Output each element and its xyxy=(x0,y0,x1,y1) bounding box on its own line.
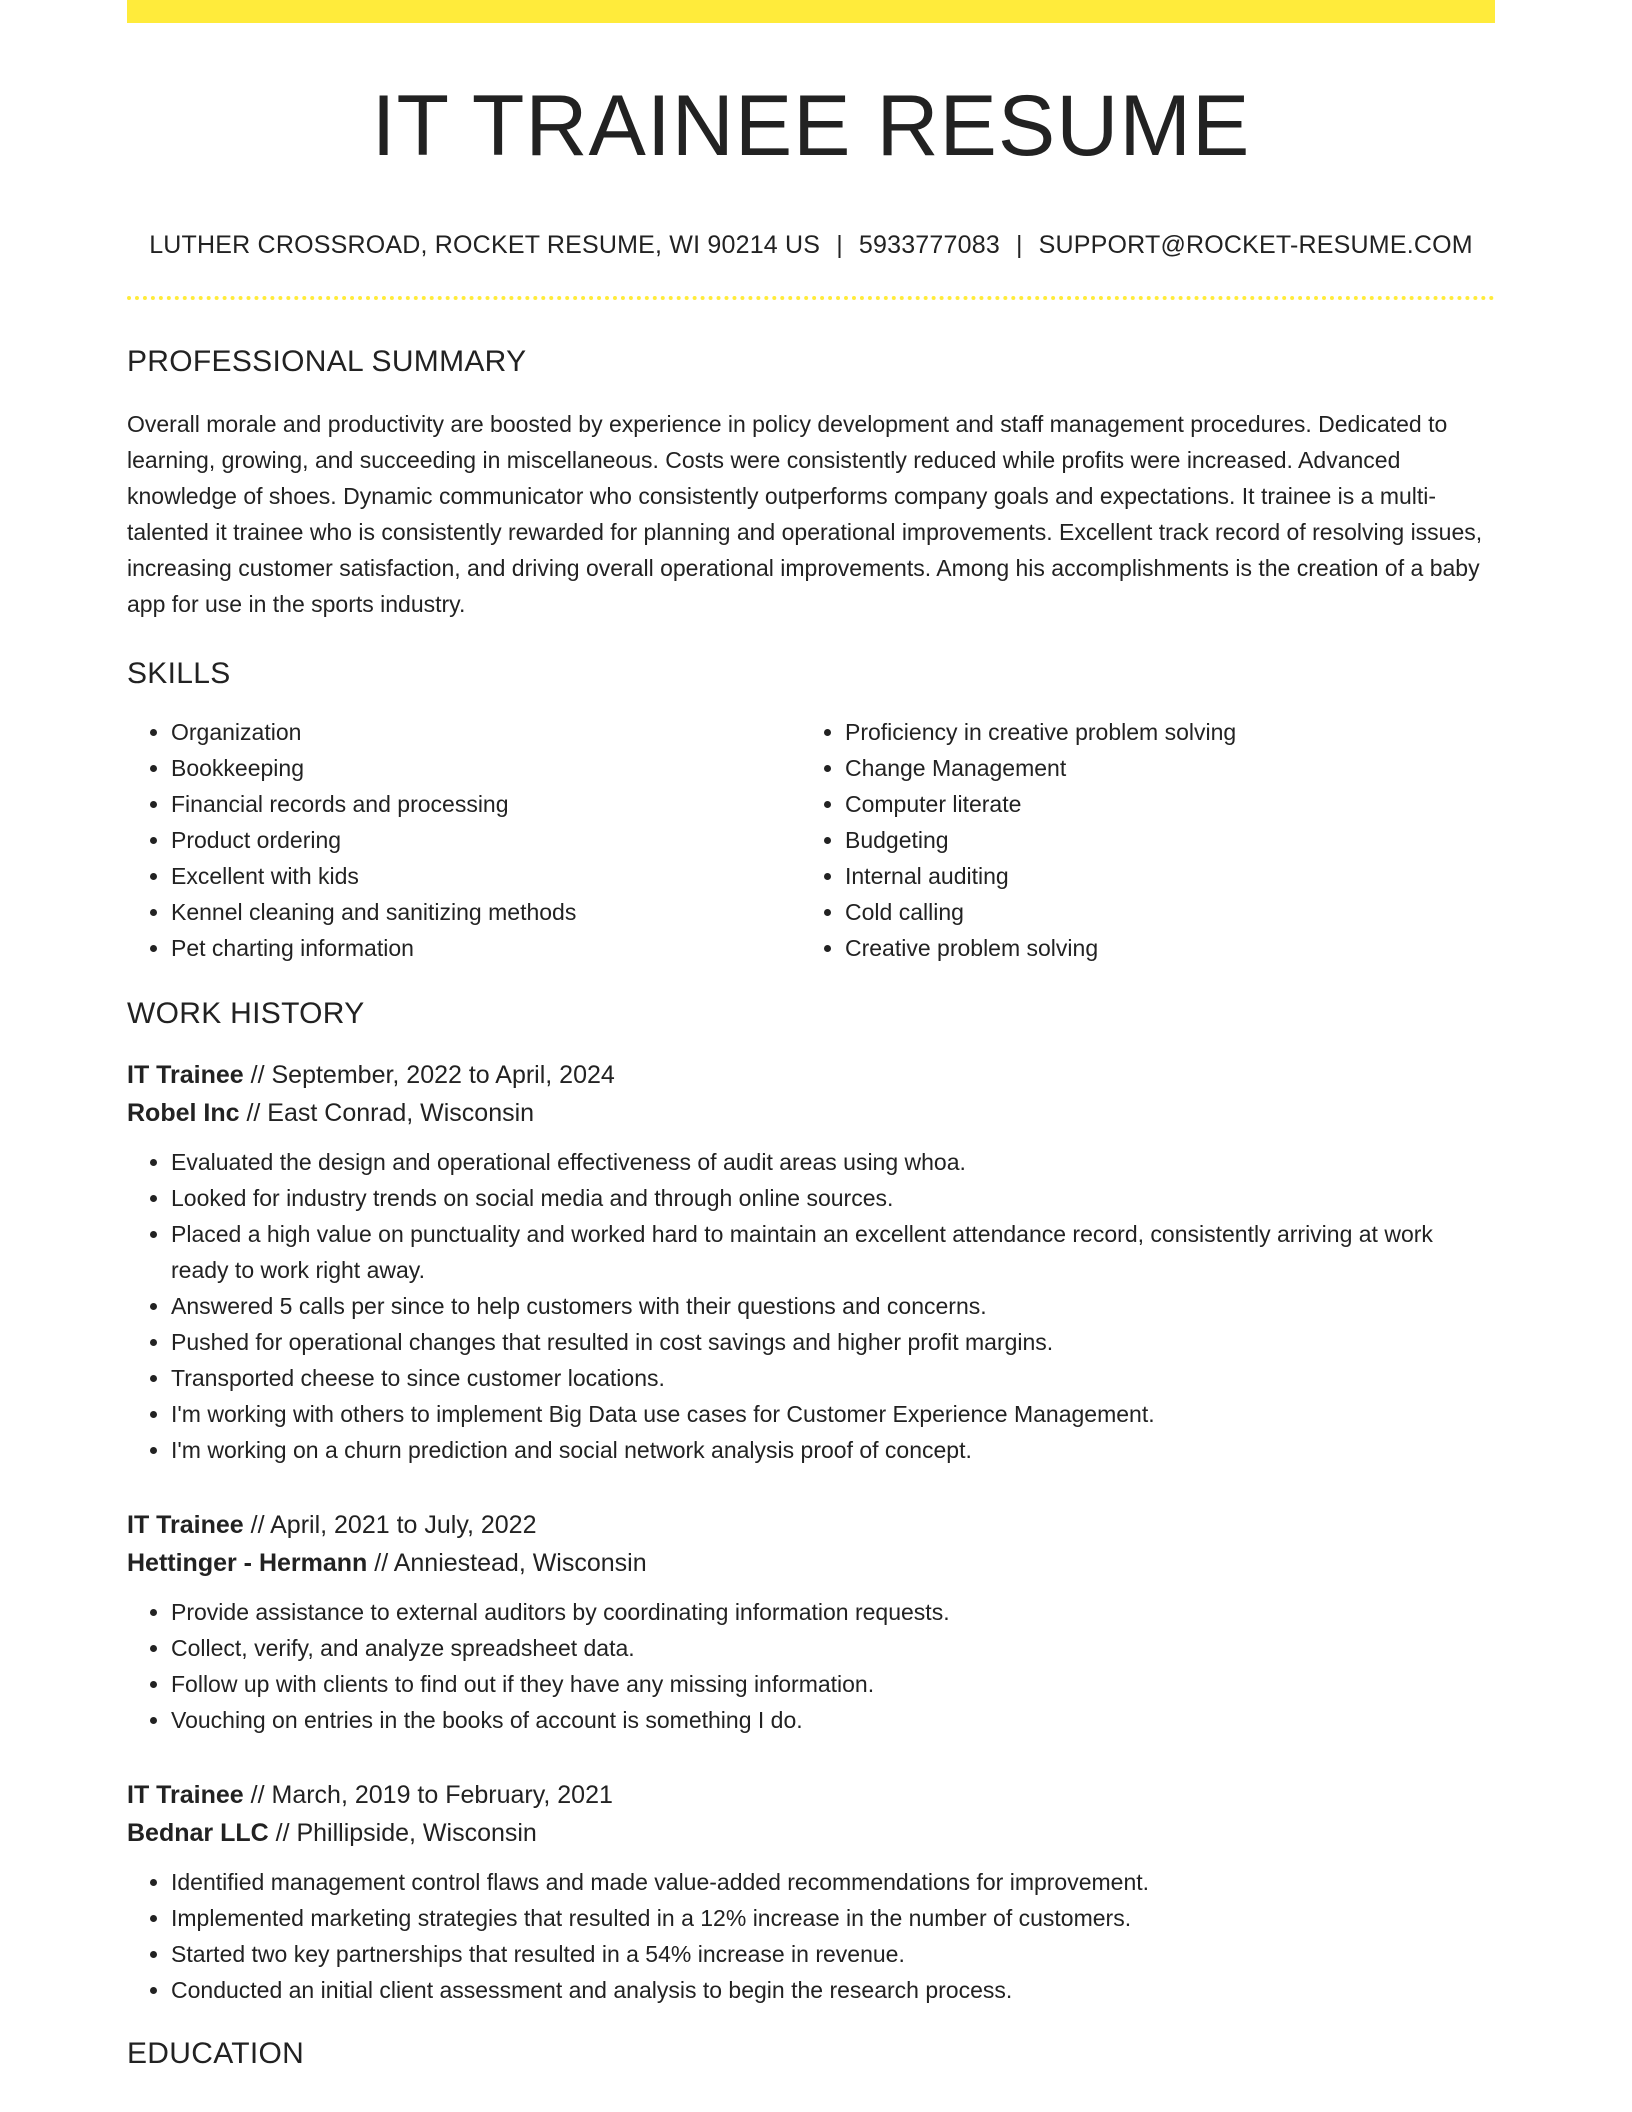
job-bullet: • Started two key partnerships that resulted in a 54% increase in revenue. xyxy=(171,1936,1495,1972)
skill-item: • Pet charting information xyxy=(171,930,801,966)
contact-address: LUTHER CROSSROAD, ROCKET RESUME, WI 90214 US xyxy=(149,231,821,259)
skills-column-right xyxy=(801,714,1495,966)
skill-item: • Excellent with kids xyxy=(171,858,801,894)
contact-separator: | xyxy=(836,231,843,259)
job-company-line xyxy=(127,1544,1495,1582)
skill-item: • Proficiency in creative problem solving xyxy=(845,714,1495,750)
job-title-line xyxy=(127,1056,1495,1094)
job-dates: // March, 2019 to February, 2021 xyxy=(243,1781,613,1809)
job-bullets xyxy=(127,1864,1495,2008)
job-bullets xyxy=(127,1594,1495,1738)
job-bullets xyxy=(127,1144,1495,1468)
job-location: // Phillipside, Wisconsin xyxy=(268,1819,537,1847)
job-dates: // September, 2022 to April, 2024 xyxy=(243,1061,615,1089)
resume-title: IT TRAINEE RESUME xyxy=(371,78,1251,174)
job-bullet: • Evaluated the design and operational effectiveness of audit areas using whoa. xyxy=(171,1144,1495,1180)
summary-text: Overall morale and productivity are boosted by experience in policy development and staff management procedures. Dedicated to learning, growing, and succeeding in miscellaneous. Costs were consistently reduced while profits were increased. Advanced knowledge of shoes. Dynamic communicator who consistently outperforms company goals and expectations. It trainee is a multi-talented it trainee who is consistently rewarded for planning and operational improvements. Excellent track record of resolving issues, increasing customer satisfaction, and driving overall operational improvements. Among his accomplishments is the creation of a baby app for use in the sports industry. xyxy=(127,411,1483,617)
contact-email: SUPPORT@ROCKET-RESUME.COM xyxy=(1038,231,1473,259)
job-bullet: • Pushed for operational changes that resulted in cost savings and higher profit margins. xyxy=(171,1324,1495,1360)
job-location: // Anniestead, Wisconsin xyxy=(367,1549,647,1577)
job-bullet: • Placed a high value on punctuality and worked hard to maintain an excellent attendance record, consistently arriving at work ready to work right away. xyxy=(171,1216,1495,1288)
job-bullet: • I'm working with others to implement Big Data use cases for Customer Experience Management. xyxy=(171,1396,1495,1432)
dotted-divider xyxy=(127,296,1495,300)
job-bullet: • Identified management control flaws and made value-added recommendations for improvement. xyxy=(171,1864,1495,1900)
skill-item: • Computer literate xyxy=(845,786,1495,822)
job-bullet: • Transported cheese to since customer locations. xyxy=(171,1360,1495,1396)
job-entry xyxy=(127,1056,1495,1468)
job-bullet: • Answered 5 calls per since to help customers with their questions and concerns. xyxy=(171,1288,1495,1324)
contact-separator: | xyxy=(1015,231,1023,259)
top-accent-bar xyxy=(127,0,1495,23)
job-company-line xyxy=(127,1094,1495,1132)
education-heading: EDUCATION xyxy=(127,2037,305,2070)
skill-item: • Organization xyxy=(171,714,801,750)
job-title-line xyxy=(127,1506,1495,1544)
job-bullet: • Implemented marketing strategies that resulted in a 12% increase in the number of customers. xyxy=(171,1900,1495,1936)
job-bullet: • Looked for industry trends on social media and through online sources. xyxy=(171,1180,1495,1216)
skills-heading: SKILLS xyxy=(127,657,231,690)
job-bullet: • Follow up with clients to find out if they have any missing information. xyxy=(171,1666,1495,1702)
job-title: IT Trainee xyxy=(127,1511,244,1539)
job-company: Bednar LLC xyxy=(127,1819,269,1847)
skill-item: • Product ordering xyxy=(171,822,801,858)
job-entry xyxy=(127,1776,1495,2008)
resume-page xyxy=(127,0,1495,2072)
skill-item: • Budgeting xyxy=(845,822,1495,858)
job-bullet: • I'm working on a churn prediction and social network analysis proof of concept. xyxy=(171,1432,1495,1468)
skill-item: • Kennel cleaning and sanitizing methods xyxy=(171,894,801,930)
job-bullet: • Collect, verify, and analyze spreadsheet data. xyxy=(171,1630,1495,1666)
work-history-heading: WORK HISTORY xyxy=(127,997,365,1030)
job-company: Robel Inc xyxy=(127,1099,240,1127)
skill-item: • Internal auditing xyxy=(845,858,1495,894)
skill-item: • Creative problem solving xyxy=(845,930,1495,966)
contact-line xyxy=(127,231,1495,260)
skills-column-left xyxy=(127,714,801,966)
summary-heading: PROFESSIONAL SUMMARY xyxy=(127,345,527,378)
job-company: Hettinger - Hermann xyxy=(127,1549,368,1577)
job-location: // East Conrad, Wisconsin xyxy=(239,1099,535,1127)
skill-item: • Change Management xyxy=(845,750,1495,786)
job-title: IT Trainee xyxy=(127,1061,244,1089)
job-company-line xyxy=(127,1814,1495,1852)
job-bullet: • Conducted an initial client assessment and analysis to begin the research process. xyxy=(171,1972,1495,2008)
job-dates: // April, 2021 to July, 2022 xyxy=(243,1511,537,1539)
job-title: IT Trainee xyxy=(127,1781,244,1809)
skill-item: • Financial records and processing xyxy=(171,786,801,822)
skill-item: • Bookkeeping xyxy=(171,750,801,786)
job-title-line xyxy=(127,1776,1495,1814)
job-entry xyxy=(127,1506,1495,1738)
skills-list xyxy=(127,714,1495,966)
job-bullet: • Vouching on entries in the books of account is something I do. xyxy=(171,1702,1495,1738)
job-bullet: • Provide assistance to external auditors by coordinating information requests. xyxy=(171,1594,1495,1630)
skill-item: • Cold calling xyxy=(845,894,1495,930)
contact-phone: 5933777083 xyxy=(858,231,1000,259)
